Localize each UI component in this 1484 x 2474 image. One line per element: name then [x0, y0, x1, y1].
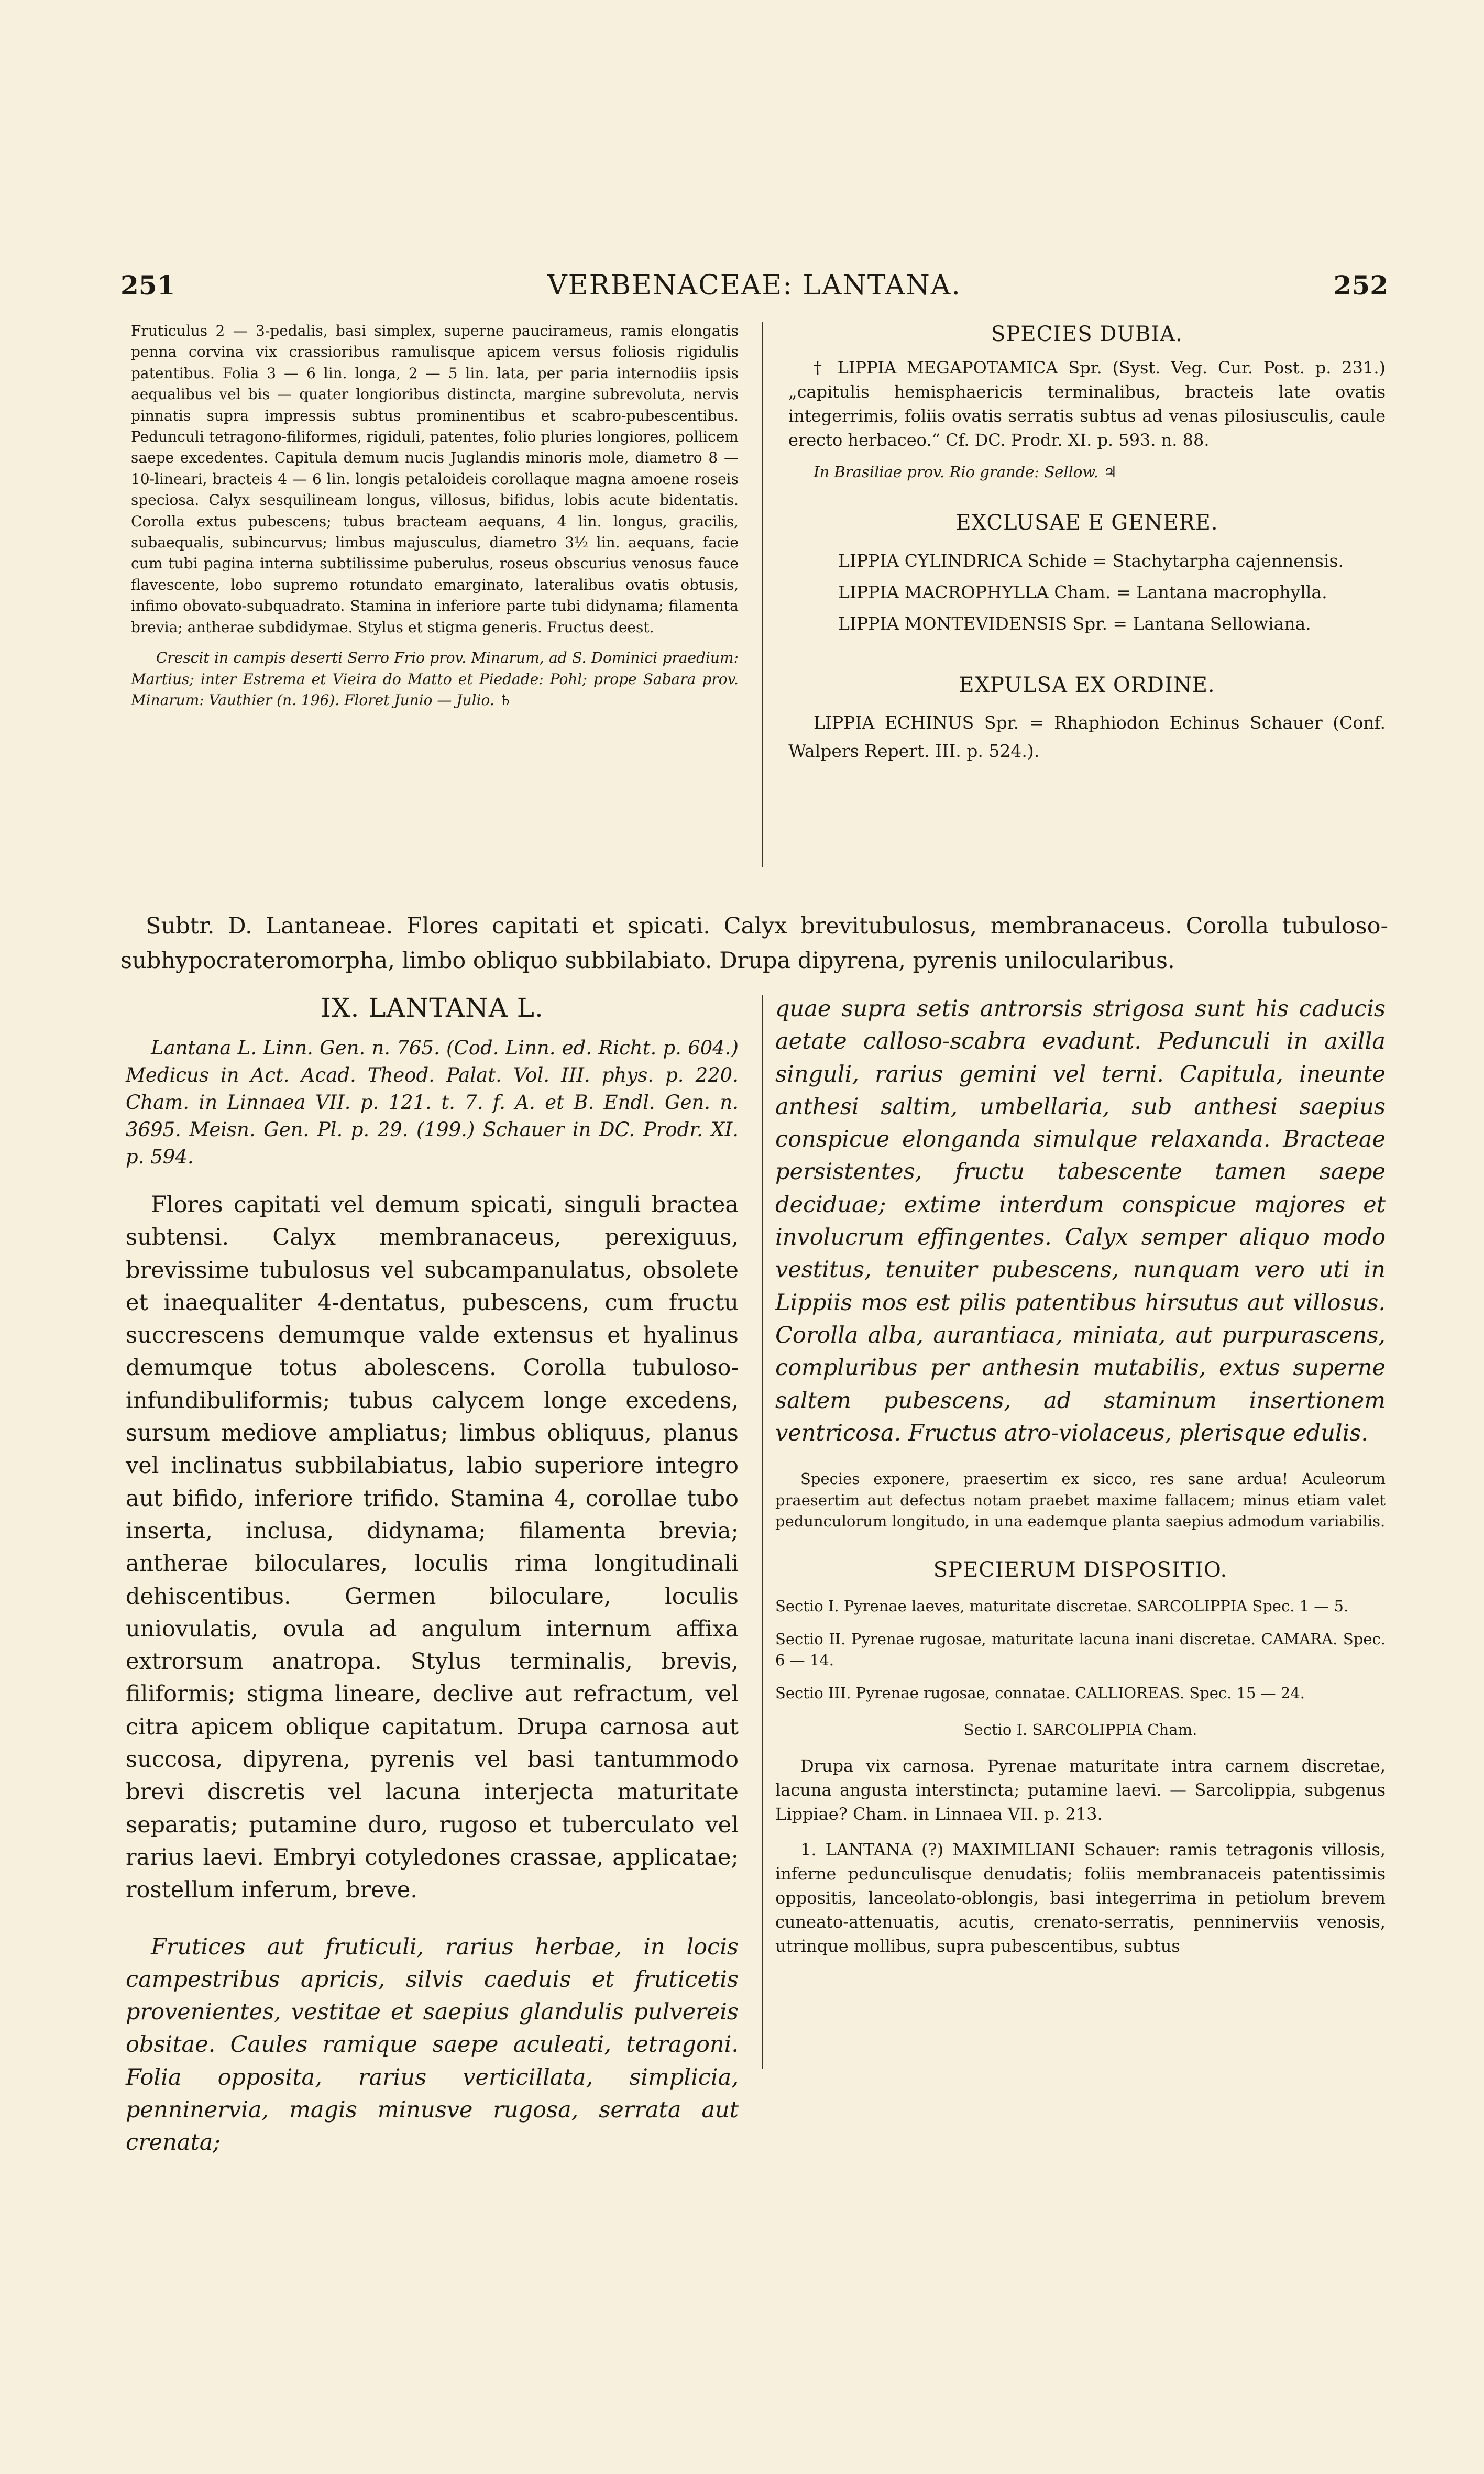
exclusae-item: LIPPIA CYLINDRICA Schide = Stachytarpha cajennensis.	[838, 551, 1344, 571]
species-1-entry: 1. LANTANA (?) MAXIMILIANI Schauer: ramis tetragonis villosis, inferne pedunculisque denudatis; foliis membranaceis patentissimis oppositis, lanceolato-oblongis, basi integerrima in petiolum brevem cuneato-attenuatis, acutis, crenato-serratis, penninerviis venosis, utrinque mollibus, supra pubescentibus, subtus	[775, 1840, 1386, 1956]
sectio-1-heading: Sectio I. SARCOLIPPIA Cham.	[963, 1721, 1197, 1739]
subtribe-lantaneae: Subtr. D. Lantaneae. Flores capitati et spicati. Calyx brevitubulosus, membranaceus. Corolla tubuloso-subhypocrateromorpha, limbo obliquo subbilabiato. Drupa dipyrena, pyrenis unilocularibus.	[120, 913, 1388, 974]
column-divider-upper	[761, 322, 763, 867]
species-dubia-heading: SPECIES DUBIA.	[991, 322, 1183, 346]
genus-habit: Frutices aut fruticuli, rarius herbae, in locis campestribus apricis, silvis caeduis et fruticetis provenientes, vestitae et saepius glandulis pulvereis obsitae. Caules ramique saepe aculeati, tetragoni. Folia opposita, rarius verticillata, simplicia, penninervia, magis minusve rugosa, serrata aut crenata;	[126, 1933, 739, 2156]
page-number-left: 251	[120, 270, 175, 301]
expulsa-entry: LIPPIA ECHINUS Spr. = Rhaphiodon Echinus Schauer (Conf. Walpers Repert. III. p. 524.).	[788, 712, 1386, 762]
exclusae-item: LIPPIA MONTEVIDENSIS Spr. = Lantana Sellowiana.	[838, 613, 1311, 634]
sectio-2-line: Sectio II. Pyrenae rugosae, maturitate lacuna inani discretae. CAMARA. Spec. 6 — 14.	[775, 1630, 1386, 1669]
sectio-1-line: Sectio I. Pyrenae laeves, maturitate discretae. SARCOLIPPIA Spec. 1 — 5.	[775, 1597, 1349, 1615]
column-divider-lower	[761, 995, 763, 2069]
dispositio-heading: SPECIERUM DISPOSITIO.	[933, 1558, 1228, 1582]
upper-left-column	[131, 321, 739, 711]
editor-note: Species exponere, praesertim ex sicco, res sane ardua! Aculeorum praesertim aut defectus notam praebet maxime fallacem; minus etiam valet pedunculorum longitudo, in una eademque planta saepius admodum variabilis.	[775, 1470, 1386, 1530]
upper-right-column	[788, 322, 1386, 765]
genus-habit-continued: quae supra setis antrorsis strigosa sunt his caducis aetate calloso-scabra evadunt. Pedunculi in axilla singuli, rarius gemini vel terni. Capitula, ineunte anthesi saltim, umbellaria, sub anthesi saepius conspicue elonganda simulque relaxanda. Bracteae persistentes, fructu tabescente tamen saepe deciduae; extime interdum conspicue majores et involucrum effingentes. Calyx semper aliquo modo vestitus, tenuiter pubescens, nunquam vero uti in Lippiis mos est pilis patentibus hirsutus aut villosus. Corolla alba, aurantiaca, miniata, aut purpurascens, compluribus per anthesin mutabilis, extus superne saltem pubescens, ad staminum insertionem ventricosa. Fructus atro-violaceus, plerisque edulis.	[775, 996, 1386, 1446]
lower-left-column	[126, 993, 739, 2159]
running-title: VERBENACEAE: LANTANA.	[547, 270, 961, 301]
species-habitat: Crescit in campis deserti Serro Frio prov. Minarum, ad S. Dominici praedium: Martius; inter Estrema et Vieira do Matto et Piedade: Pohl; prope Sabara prov. Minarum: Vauthier (n. 196). Floret Junio — Julio. ♄	[131, 649, 739, 709]
species-description: Fruticulus 2 — 3-pedalis, basi simplex, superne paucirameus, ramis elongatis penna corvina vix crassioribus ramulisque apicem versus foliosis rigidulis patentibus. Folia 3 — 6 lin. longa, 2 — 5 lin. lata, per paria internodiis ipsis aequalibus vel bis — quater longioribus distincta, margine subrevoluta, nervis pinnatis supra impressis subtus prominentibus et scabro-pubescentibus. Pedunculi tetragono-filiformes, rigiduli, patentes, folio pluries longiores, pollicem saepe excedentes. Capitula demum nucis Juglandis minoris mole, diametro 8 — 10-lineari, bracteis 4 — 6 lin. longis petaloideis corollaque magna amoene roseis speciosa. Calyx sesquilineam longus, villosus, bifidus, lobis acute bidentatis. Corolla extus pubescens; tubus bracteam aequans, 4 lin. longus, gracilis, subaequalis, subincurvus; limbus majusculus, diametro 3½ lin. aequans, facie cum tubi pagina interna subtilissime puberulus, roseus obscurius venosus fauce flavescente, lobo supremo rotundato emarginato, lateralibus ovatis obtusis, infimo obovato-subquadrato. Stamina in inferiore parte tubi didynama; filamenta brevia; antherae subdidymae. Stylus et stigma generis. Fructus deest.	[131, 322, 739, 636]
exclusae-item: LIPPIA MACROPHYLLA Cham. = Lantana macrophylla.	[838, 582, 1327, 603]
expulsa-heading: EXPULSA EX ORDINE.	[959, 673, 1215, 698]
dubia-habitat: In Brasiliae prov. Rio grande: Sellow. ♃	[814, 463, 1117, 481]
lippia-megapotamica-entry: † LIPPIA MEGAPOTAMICA Spr. (Syst. Veg. Cur. Post. p. 231.) „capitulis hemisphaericis terminalibus, bracteis late ovatis integerrimis, foliis ovatis serratis subtus ad venas pilosiusculis, caule erecto herbaceo.“ Cf. DC. Prodr. XI. p. 593. n. 88.	[788, 358, 1386, 450]
exclusae-list	[788, 545, 1386, 640]
lower-right-column	[775, 993, 1386, 1958]
genus-synonymy: Lantana L. Linn. Gen. n. 765. (Cod. Linn. ed. Richt. p. 604.) Medicus in Act. Acad. Theod. Palat. Vol. III. phys. p. 220. Cham. in Linnaea VII. p. 121. t. 7. f. A. et B. Endl. Gen. n. 3695. Meisn. Gen. Pl. p. 29. (199.) Schauer in DC. Prodr. XI. p. 594.	[126, 1037, 739, 1168]
sectio-1-description: Drupa vix carnosa. Pyrenae maturitate intra carnem discretae, lacuna angusta interstincta; putamine laevi. — Sarcolippia, subgenus Lippiae? Cham. in Linnaea VII. p. 213.	[775, 1756, 1386, 1824]
running-head	[120, 270, 1388, 312]
sectio-3-line: Sectio III. Pyrenae rugosae, connatae. CALLIOREAS. Spec. 15 — 24.	[775, 1684, 1305, 1702]
exclusae-heading: EXCLUSAE E GENERE.	[955, 511, 1218, 535]
genus-description: Flores capitati vel demum spicati, singuli bractea subtensi. Calyx membranaceus, perexiguus, brevissime tubulosus vel subcampanulatus, obsolete et inaequaliter 4-dentatus, pubescens, cum fructu succrescens demumque valde extensus et hyalinus demumque totus abolescens. Corolla tubuloso-infundibuliformis; tubus calycem longe excedens, sursum mediove ampliatus; limbus obliquus, planus vel inclinatus subbilabiatus, labio superiore integro aut bifido, inferiore trifido. Stamina 4, corollae tubo inserta, inclusa, didynama; filamenta brevia; antherae biloculares, loculis rima longitudinali dehiscentibus. Germen biloculare, loculis uniovulatis, ovula ad angulum internum affixa extrorsum anatropa. Stylus terminalis, brevis, filiformis; stigma lineare, declive aut refractum, vel citra apicem oblique capitatum. Drupa carnosa aut succosa, dipyrena, pyrenis vel basi tantummodo brevi discretis vel lacuna interjecta maturitate separatis; putamine duro, rugoso et tuberculato vel rarius laevi. Embryi cotyledones crassae, applicatae; rostellum inferum, breve.	[126, 1192, 739, 1904]
page-number-right: 252	[1333, 270, 1388, 301]
genus-heading: IX. LANTANA L.	[321, 993, 544, 1023]
